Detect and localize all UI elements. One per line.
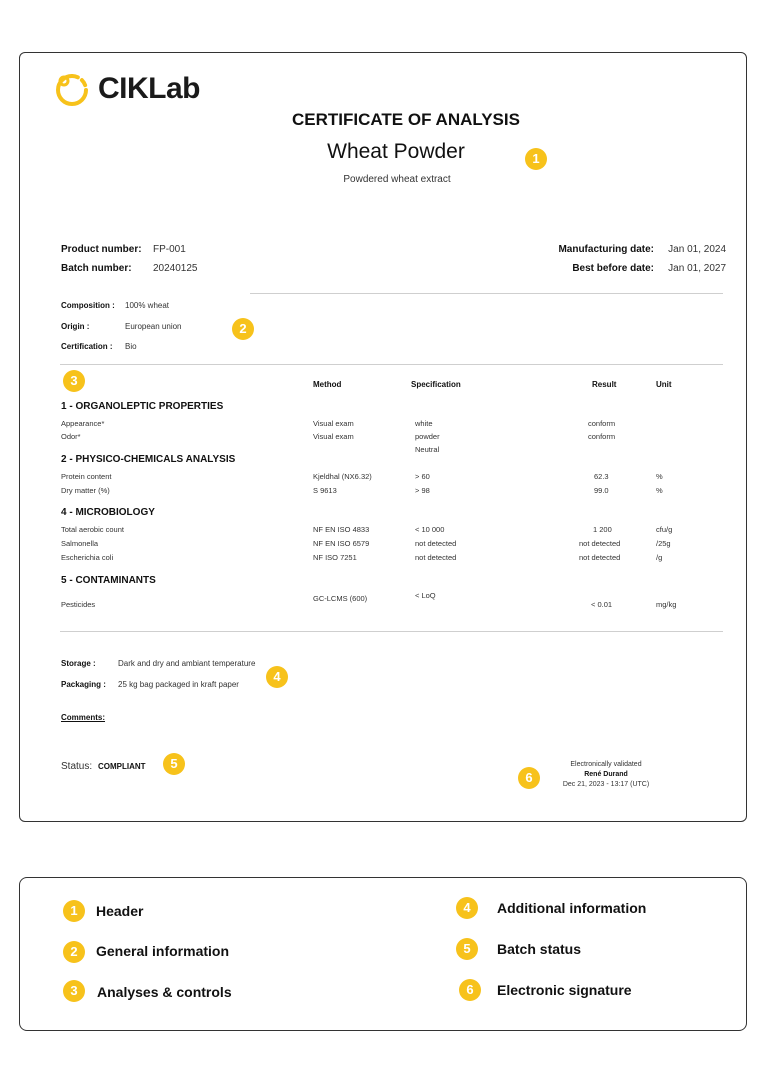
table-row-result: not detected — [579, 539, 621, 548]
table-row-method: Visual exam — [313, 432, 354, 441]
table-row-result: not detected — [579, 553, 621, 562]
table-row-result: 99.0 — [594, 486, 609, 495]
product-title: Wheat Powder — [327, 140, 465, 163]
legend-item: Electronic signature — [497, 982, 632, 998]
status-badge: COMPLIANT — [98, 762, 146, 771]
section-marker: 5 — [163, 753, 185, 775]
table-row-spec: > 60 — [415, 472, 430, 481]
manufacturing-date-label: Manufacturing date: — [558, 244, 654, 255]
table-row-result: 62.3 — [594, 472, 609, 481]
legend-marker: 2 — [63, 941, 85, 963]
table-row-result: 1 200 — [593, 525, 612, 534]
specification-header: Specification — [411, 380, 461, 389]
table-row-spec: < LoQ — [415, 591, 436, 600]
legend-item: General information — [96, 943, 230, 959]
logo — [52, 70, 222, 110]
best-before-value: Jan 01, 2027 — [668, 263, 726, 274]
table-row-name: Salmonella — [61, 539, 99, 548]
section-marker: 3 — [63, 370, 85, 392]
section-title: 1 - ORGANOLEPTIC PROPERTIES — [61, 401, 224, 412]
comments-label: Comments: — [61, 713, 106, 722]
divider — [250, 293, 723, 294]
legend-item: Additional information — [497, 900, 647, 916]
section-marker: 2 — [232, 318, 254, 340]
section-title: 4 - MICROBIOLOGY — [61, 507, 155, 518]
legend-marker: 3 — [63, 980, 85, 1002]
product-number-label: Product number: — [61, 244, 142, 255]
section-title: 2 - PHYSICO-CHEMICALS ANALYSIS — [61, 454, 236, 465]
table-row-unit: /25g — [656, 539, 671, 548]
table-row-spec: powder — [415, 432, 440, 441]
batch-number-label: Batch number: — [61, 263, 132, 274]
table-row-unit: cfu/g — [656, 525, 673, 534]
product-subtitle: Powdered wheat extract — [343, 174, 451, 185]
table-row-method: NF ISO 7251 — [313, 553, 357, 562]
legend-marker: 5 — [456, 938, 478, 960]
table-row-spec: not detected — [415, 539, 457, 548]
best-before-label: Best before date: — [572, 263, 654, 274]
table-row-unit: % — [656, 472, 663, 481]
table-row-method: GC-LCMS (600) — [313, 594, 368, 603]
result-header: Result — [592, 380, 617, 389]
storage-value: Dark and dry and ambiant temperature — [118, 659, 256, 668]
packaging-label: Packaging : — [61, 680, 106, 689]
brand-name: CIKLab — [98, 72, 200, 105]
table-row-result: conform — [588, 432, 616, 441]
certificate-card — [19, 52, 747, 822]
section-marker: 4 — [266, 666, 288, 688]
table-row-spec: not detected — [415, 553, 457, 562]
section-title: 5 - CONTAMINANTS — [61, 575, 156, 586]
packaging-value: 25 kg bag packaged in kraft paper — [118, 680, 239, 689]
logo-mark-icon — [52, 70, 92, 110]
table-row-result: conform — [588, 419, 616, 428]
status-label: Status: — [61, 761, 93, 772]
method-header: Method — [313, 380, 342, 389]
storage-label: Storage : — [61, 659, 96, 668]
unit-header: Unit — [656, 380, 672, 389]
table-row-spec: > 98 — [415, 486, 430, 495]
legend-item: Batch status — [497, 941, 582, 957]
table-row-name: Dry matter (%) — [61, 486, 110, 495]
certification-value: Bio — [125, 342, 137, 351]
table-row-method: Kjeldhal (NX6.32) — [313, 472, 372, 481]
origin-label: Origin : — [61, 322, 90, 331]
composition-label: Composition : — [61, 301, 115, 310]
legend-marker: 6 — [459, 979, 481, 1001]
section-marker: 1 — [525, 148, 547, 170]
batch-number-value: 20240125 — [153, 263, 198, 274]
table-row-unit: % — [656, 486, 663, 495]
table-row-spec: < 10 000 — [415, 525, 445, 534]
table-row-method: NF EN ISO 6579 — [313, 539, 370, 548]
table-row-method: S 9613 — [313, 486, 337, 495]
certification-label: Certification : — [61, 342, 113, 351]
product-number-value: FP-001 — [153, 244, 186, 255]
legend-marker: 1 — [63, 900, 85, 922]
table-row-spec: white — [415, 419, 433, 428]
signature-name: René Durand — [584, 771, 628, 778]
table-row-name: Odor* — [61, 432, 81, 441]
legend-item: Analyses & controls — [97, 984, 232, 1000]
table-row-unit: mg/kg — [656, 600, 677, 609]
table-row-name: Protein content — [61, 472, 112, 481]
table-row-result: < 0.01 — [591, 600, 613, 609]
divider — [60, 631, 723, 632]
table-row-name: Total aerobic count — [61, 525, 124, 534]
signature-date: Dec 21, 2023 - 13:17 (UTC) — [562, 781, 650, 788]
composition-value: 100% wheat — [125, 301, 170, 310]
table-row-unit: /g — [656, 553, 663, 562]
table-row-method: Visual exam — [313, 419, 354, 428]
table-row-name: Pesticides — [61, 600, 96, 609]
table-row-name: Escherichia coli — [61, 553, 114, 562]
table-row-method: NF EN ISO 4833 — [313, 525, 370, 534]
manufacturing-date-value: Jan 01, 2024 — [668, 244, 726, 255]
divider — [60, 364, 723, 365]
legend-marker: 4 — [456, 897, 478, 919]
signature-line: Electronically validated — [570, 761, 642, 768]
table-row-spec: Neutral — [415, 445, 440, 454]
certificate-title: CERTIFICATE OF ANALYSIS — [292, 110, 520, 129]
section-marker: 6 — [518, 767, 540, 789]
legend-item: Header — [96, 903, 144, 919]
origin-value: European union — [125, 322, 182, 331]
signature-block — [546, 760, 666, 790]
table-row-name: Appearance* — [61, 419, 105, 428]
